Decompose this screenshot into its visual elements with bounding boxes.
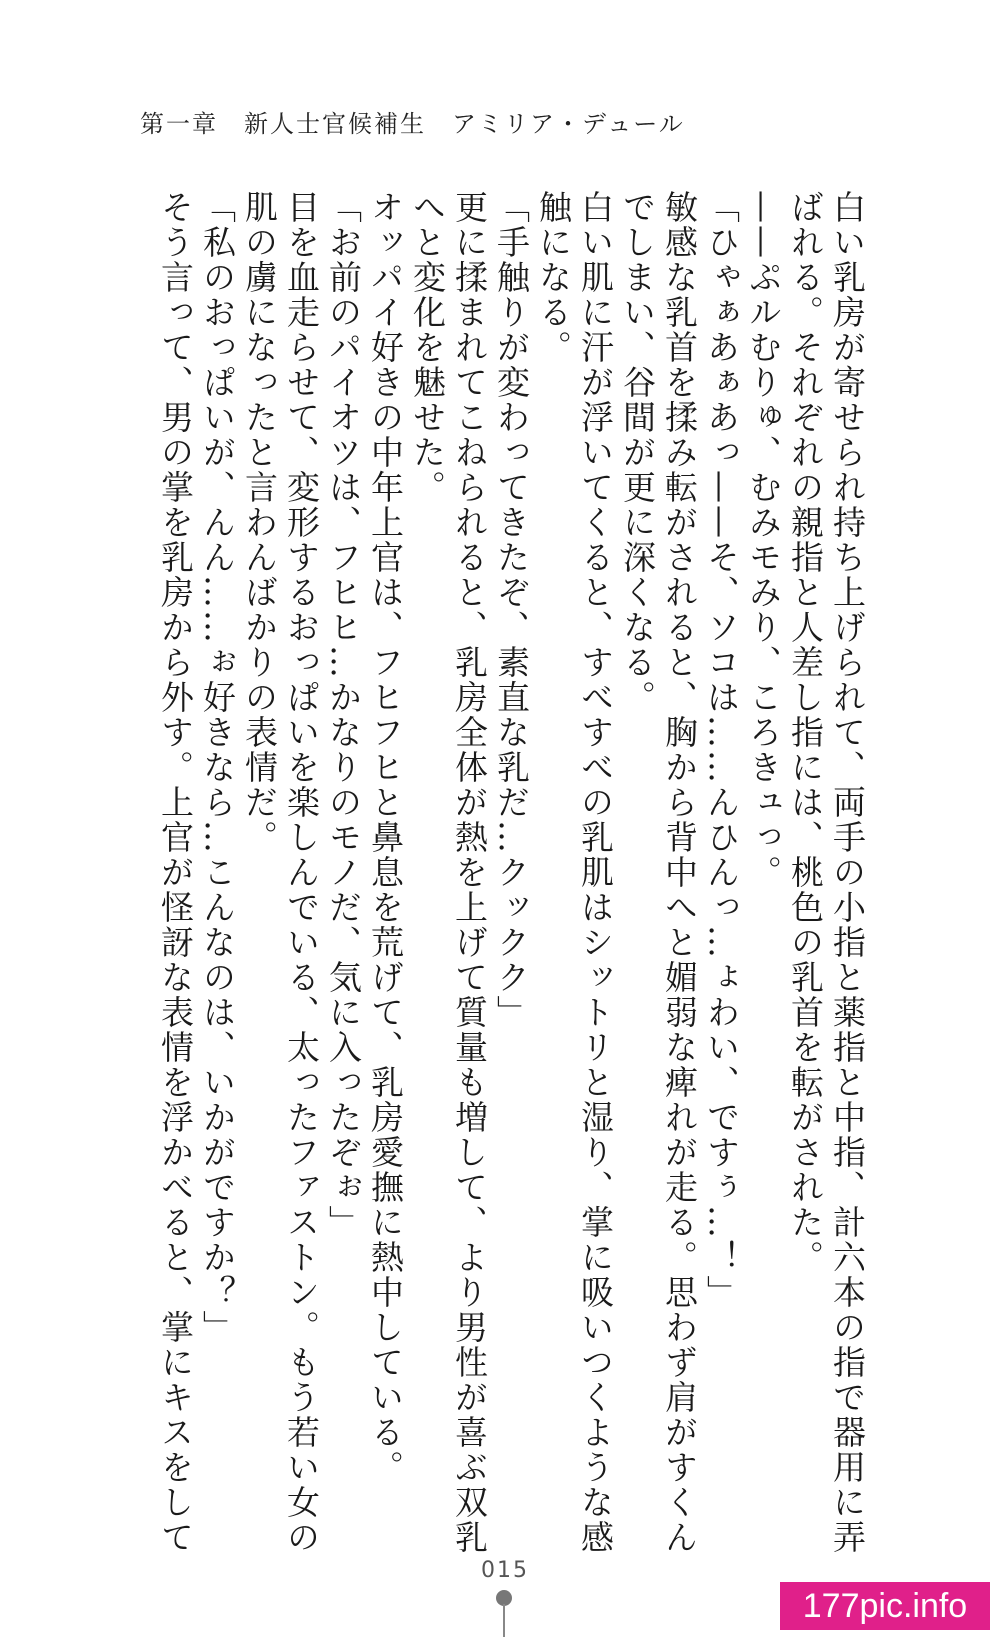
text-line: ——ぷルむりゅ、むみモみり、ころきュっ。	[744, 190, 783, 890]
text-line: 触になる。	[534, 190, 573, 365]
text-line: でしまい、谷間が更に深くなる。	[618, 190, 657, 715]
text-line: 「お前のパイオツは、フヒヒ…かなりのモノだ、気に入ったぞぉ」	[324, 190, 363, 1240]
text-line: ばれる。それぞれの親指と人差し指には、桃色の乳首を転がされた。	[786, 190, 825, 1275]
text-line: そう言って、男の掌を乳房から外す。上官が怪訝な表情を浮かべると、掌にキスをして	[156, 190, 195, 1555]
text-line: 白い乳房が寄せられ持ち上げられて、両手の小指と薬指と中指、計六本の指で器用に弄	[828, 190, 867, 1555]
text-line: 目を血走らせて、変形するおっぱいを楽しんでいる、太ったファストン。もう若い女の	[282, 190, 321, 1555]
text-line: 肌の虜になったと言わんばかりの表情だ。	[240, 190, 279, 855]
text-line: へと変化を魅せた。	[408, 190, 447, 505]
page-ornament-line	[503, 1604, 505, 1637]
text-line: 「私のおっぱいが、んん……ぉ好きなら…こんなのは、いかがですか？」	[198, 190, 237, 1345]
text-line: 敏感な乳首を揉み転がされると、胸から背中へと媚弱な痺れが走る。思わず肩がすくん	[660, 190, 699, 1555]
text-line: 「手触りが変わってきたぞ、素直な乳だ…クックク」	[492, 190, 531, 1030]
text-line: 「ひゃぁあぁあっ——そ、ソコは……んひんっ…ょわい、ですぅ…！」	[702, 190, 741, 1310]
text-line: オッパイ好きの中年上官は、フヒフヒと鼻息を荒げて、乳房愛撫に熱中している。	[366, 190, 405, 1485]
page-number: 015	[481, 1558, 529, 1583]
watermark-badge: 177pic.info	[780, 1582, 990, 1630]
chapter-header: 第一章 新人士官候補生 アミリア・デュール	[140, 110, 685, 138]
body-text	[148, 190, 868, 1555]
text-line: 白い肌に汗が浮いてくると、すべすべの乳肌はシットリと湿り、掌に吸いつくような感	[576, 190, 615, 1555]
text-line: 更に揉まれてこねられると、乳房全体が熱を上げて質量も増して、より男性が喜ぶ双乳	[450, 190, 489, 1555]
